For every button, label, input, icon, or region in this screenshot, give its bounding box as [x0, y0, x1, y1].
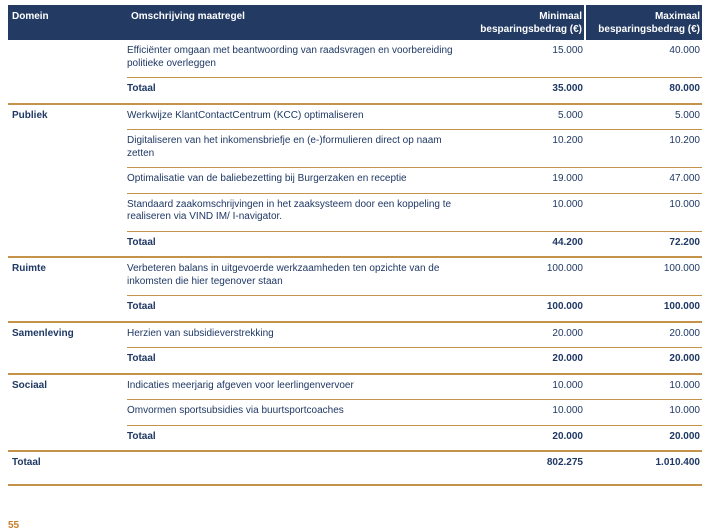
group-total-max: 72.200 — [585, 231, 702, 257]
group-total-row — [8, 425, 702, 451]
group-total-row — [8, 348, 702, 374]
domain-cell — [8, 193, 127, 231]
group-total-max: 20.000 — [585, 425, 702, 451]
column-header-minimaal: Minimaal besparingsbedrag (€) — [467, 5, 585, 40]
domain-cell — [8, 168, 127, 194]
maximal-amount: 40.000 — [669, 45, 700, 56]
measure-description: Efficiënter omgaan met beantwoording van raadsvragen en voorbereiding politieke overleggen — [127, 45, 453, 69]
domain-cell — [8, 231, 127, 257]
measure-description: Werkwijze KlantContactCentrum (KCC) optimaliseren — [127, 104, 467, 130]
minimal-amount: 10.000 — [467, 374, 585, 400]
domain-cell: Ruimte — [8, 257, 127, 296]
measure-row — [8, 40, 702, 78]
measure-row — [8, 374, 702, 400]
domain-cell: Sociaal — [8, 374, 127, 400]
domain-cell — [8, 40, 127, 78]
group-total-max: 100.000 — [585, 296, 702, 322]
group-total-max: 80.000 — [585, 78, 702, 104]
domain-cell — [8, 296, 127, 322]
maximal-amount: 5.000 — [585, 104, 702, 130]
minimal-amount: 10.000 — [467, 400, 585, 426]
minimal-amount: 20.000 — [467, 322, 585, 348]
measure-row — [8, 104, 702, 130]
measure-row — [8, 400, 702, 426]
savings-table — [8, 5, 702, 486]
maximal-amount: 10.000 — [585, 374, 702, 400]
group-total-min: 44.200 — [467, 231, 585, 257]
group-total-row — [8, 78, 702, 104]
group-total-row — [8, 231, 702, 257]
group-total-label: Totaal — [127, 348, 467, 374]
group-total-row — [8, 296, 702, 322]
measure-row — [8, 257, 702, 296]
domain-cell — [8, 348, 127, 374]
minimal-amount: 10.200 — [467, 130, 585, 168]
measure-description: Optimalisatie van de baliebezetting bij Burgerzaken en receptie — [127, 168, 467, 194]
column-header-omschrijving: Omschrijving maatregel — [127, 5, 467, 40]
measure-description: Verbeteren balans in uitgevoerde werkzaamheden ten opzichte van de inkomsten die hier tegenover staan — [127, 257, 467, 296]
domain-cell — [8, 400, 127, 426]
maximal-amount: 10.000 — [585, 193, 702, 231]
grand-total-max: 1.010.400 — [585, 451, 702, 485]
domain-cell — [8, 130, 127, 168]
maximal-amount: 47.000 — [585, 168, 702, 194]
measure-row — [8, 168, 702, 194]
grand-total-label: Totaal — [8, 451, 127, 485]
measure-description: Digitaliseren van het inkomensbriefje en (e-)formulieren direct op naam zetten — [127, 130, 467, 168]
minimal-amount: 19.000 — [467, 168, 585, 194]
domain-cell — [8, 425, 127, 451]
page-number: 55 — [8, 520, 20, 531]
domain-cell — [8, 78, 127, 104]
group-total-min: 35.000 — [467, 78, 585, 104]
measure-description: Indicaties meerjarig afgeven voor leerlingenvervoer — [127, 374, 467, 400]
group-total-label: Totaal — [127, 296, 467, 322]
measure-row — [8, 193, 702, 231]
group-total-max: 20.000 — [585, 348, 702, 374]
group-total-label: Totaal — [127, 425, 467, 451]
minimal-amount: 100.000 — [467, 257, 585, 296]
table-header — [8, 5, 702, 40]
group-total-min: 20.000 — [467, 425, 585, 451]
measure-row — [8, 130, 702, 168]
domain-cell: Samenleving — [8, 322, 127, 348]
measure-description: Standaard zaakomschrijvingen in het zaaksysteem door een koppeling te realiseren via VIND IM/ I-navigator. — [127, 193, 467, 231]
grand-total-empty — [127, 451, 467, 485]
maximal-amount: 100.000 — [585, 257, 702, 296]
minimal-amount: 10.000 — [467, 193, 585, 231]
minimal-amount: 15.000 — [552, 45, 583, 56]
maximal-amount: 20.000 — [585, 322, 702, 348]
group-total-min: 20.000 — [467, 348, 585, 374]
column-header-maximaal: Maximaal besparingsbedrag (€) — [585, 5, 702, 40]
column-header-domein: Domein — [8, 5, 127, 40]
measure-description: Omvormen sportsubsidies via buurtsportcoaches — [127, 400, 467, 426]
group-total-min: 100.000 — [467, 296, 585, 322]
measure-description: Herzien van subsidieverstrekking — [127, 322, 467, 348]
domain-cell: Publiek — [8, 104, 127, 130]
minimal-amount: 5.000 — [467, 104, 585, 130]
table-body — [8, 40, 702, 485]
grand-total-row — [8, 451, 702, 485]
maximal-amount: 10.000 — [585, 400, 702, 426]
group-total-label: Totaal — [127, 231, 467, 257]
grand-total-min: 802.275 — [467, 451, 585, 485]
maximal-amount: 10.200 — [585, 130, 702, 168]
measure-row — [8, 322, 702, 348]
group-total-label: Totaal — [127, 78, 467, 104]
header-row — [8, 5, 702, 40]
